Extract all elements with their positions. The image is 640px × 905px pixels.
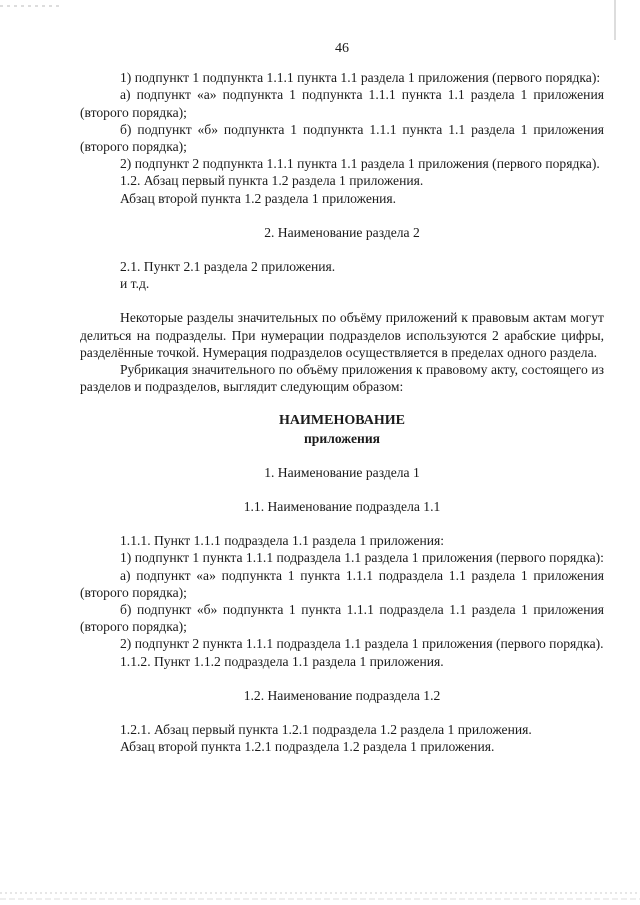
explanation-paragraph: Некоторые разделы значительных по объёму приложений к правовым актам могут делиться на подразделы. При нумерации подразделов используются 2 арабские цифры, разделённые точкой. Нумерация подразделов осуществляется в пределах одного раздела.	[80, 310, 604, 360]
subsection-heading: 1.1. Наименование подраздела 1.1	[243, 499, 441, 515]
paragraph: 1) подпункт 1 пункта 1.1.1 подраздела 1.1 раздела 1 приложения (первого порядка):	[120, 550, 604, 566]
paragraph: 2.1. Пункт 2.1 раздела 2 приложения.	[120, 259, 336, 275]
paragraph: Абзац второй пункта 1.2.1 подраздела 1.2 раздела 1 приложения.	[120, 739, 495, 755]
paragraph: а) подпункт «а» подпункта 1 подпункта 1.1.1 пункта 1.1 раздела 1 приложения (второго порядка);	[80, 87, 604, 120]
paragraph: 1.2.1. Абзац первый пункта 1.2.1 подраздела 1.2 раздела 1 приложения.	[120, 722, 532, 738]
paragraph: б) подпункт «б» подпункта 1 подпункта 1.1.1 пункта 1.1 раздела 1 приложения (второго порядка);	[80, 121, 604, 155]
paragraph: 1.1.1. Пункт 1.1.1 подраздела 1.1 раздела 1 приложения:	[120, 533, 445, 549]
paragraph: Абзац второй пункта 1.2 раздела 1 приложения.	[120, 190, 397, 206]
paragraph: 1) подпункт 1 подпункта 1.1.1 пункта 1.1 раздела 1 приложения (первого порядка):	[120, 70, 601, 86]
paragraph: а) подпункт «а» подпункта 1 пункта 1.1.1 подраздела 1.1 раздела 1 приложения (второго порядка);	[80, 567, 604, 600]
paragraph: б) подпункт «б» подпункта 1 пункта 1.1.1 подраздела 1.1 раздела 1 приложения (второго порядка);	[80, 602, 604, 635]
section-heading: 2. Наименование раздела 2	[264, 224, 420, 240]
paragraph: 2) подпункт 2 подпункта 1.1.1 пункта 1.1 раздела 1 приложения (первого порядка).	[120, 156, 600, 172]
paragraph: и т.д.	[120, 276, 150, 292]
page-number: 46	[335, 41, 349, 56]
paragraph: 2) подпункт 2 пункта 1.1.1 подраздела 1.1 раздела 1 приложения (первого порядка).	[120, 636, 604, 652]
explanation-paragraph: Рубрикация значительного по объёму приложения к правовому акту, состоящего из разделов и подразделов, выглядит следующим образом:	[80, 362, 604, 395]
paragraph: 1.2. Абзац первый пункта 1.2 раздела 1 приложения.	[120, 173, 424, 189]
example-title: НАИМЕНОВАНИЕ	[279, 413, 405, 429]
subsection-heading: 1.2. Наименование подраздела 1.2	[243, 687, 441, 703]
paragraph: 1.1.2. Пункт 1.1.2 подраздела 1.1 раздела 1 приложения.	[120, 653, 444, 669]
document-page	[80, 40, 604, 756]
example-subtitle: приложения	[303, 430, 381, 446]
section-heading: 1. Наименование раздела 1	[264, 464, 420, 480]
